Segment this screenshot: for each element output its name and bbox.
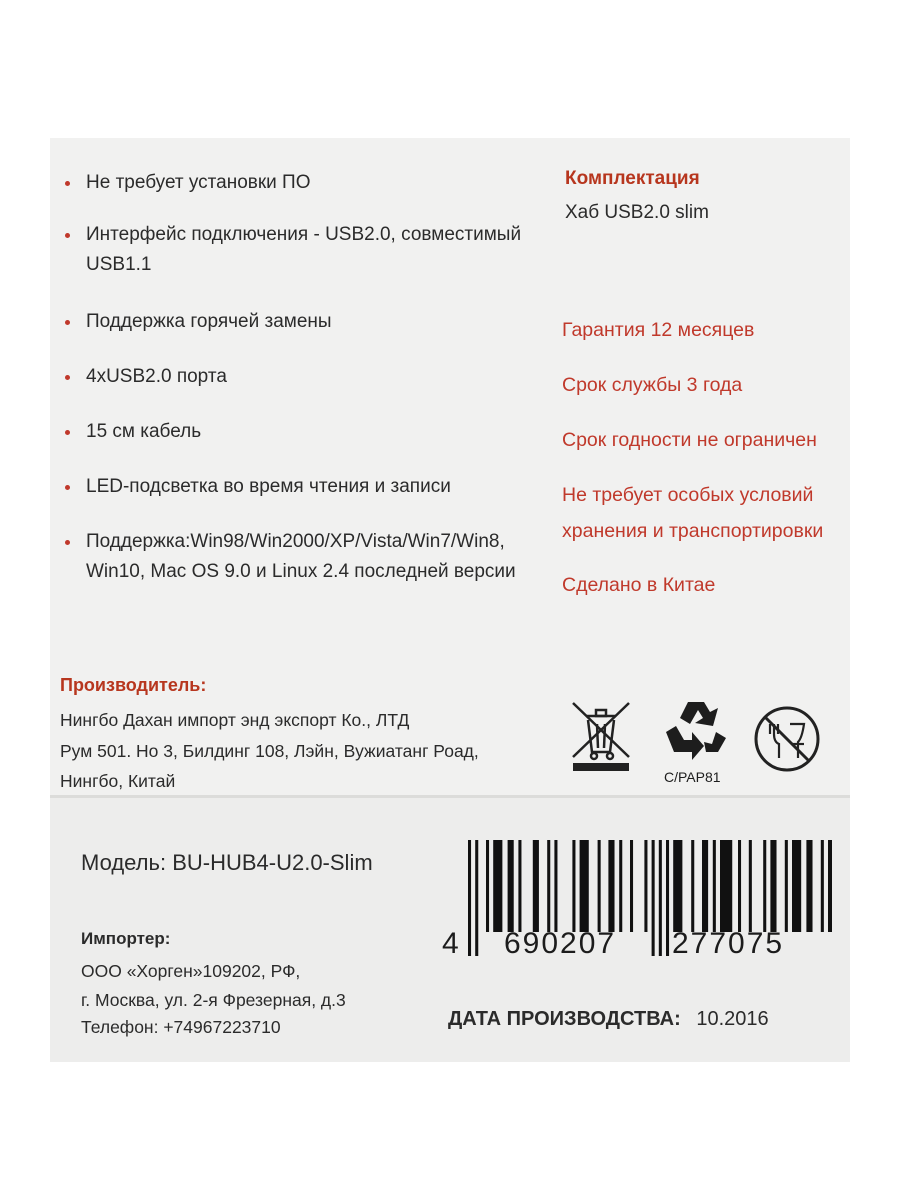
barcode-digits-right: 277075 [672, 927, 785, 960]
package-title: Комплектация [565, 168, 700, 189]
importer-title: Импортер: [81, 929, 171, 948]
manufacturer-line: Рум 501. Но 3, Билдинг 108, Лэйн, Вужиатанг Роад, [60, 741, 479, 761]
bullet-icon [65, 233, 70, 238]
production-date-value: 10.2016 [696, 1008, 769, 1030]
barcode-bar [666, 840, 669, 956]
storage-line-1: Не требует особых условий [562, 484, 814, 506]
bullet-icon [65, 375, 70, 380]
barcode-bar [580, 840, 589, 932]
barcode-bar [720, 840, 732, 932]
manufacturer-title: Производитель: [60, 675, 207, 695]
barcode-bar [475, 840, 478, 956]
product-label-card [50, 138, 850, 1062]
importer-line: Телефон: +74967223710 [81, 1017, 281, 1037]
barcode-bar [508, 840, 514, 932]
feature-item: Поддержка:Win98/Win2000/XP/Vista/Win7/Win8, Win10, Mac OS 9.0 и Linux 2.4 последней версии [62, 527, 552, 587]
service-life-line: Срок службы 3 года [562, 374, 743, 396]
barcode-bar [630, 840, 633, 932]
barcode-bar [518, 840, 521, 932]
barcode-bar [486, 840, 489, 932]
warranty-line: Гарантия 12 месяцев [562, 319, 755, 341]
feature-item: LED-подсветка во время чтения и записи [62, 472, 552, 502]
barcode-digits-left: 690207 [504, 927, 617, 960]
barcode-bar [806, 840, 812, 932]
barcode-bar [821, 840, 824, 932]
label-top-section [50, 138, 850, 798]
barcode-bar [713, 840, 716, 932]
barcode-bar [691, 840, 694, 932]
barcode-bar [619, 840, 622, 932]
recycle-icon [658, 698, 734, 764]
storage-line-2: хранения и транспортировки [562, 520, 824, 542]
barcode-bar [749, 840, 752, 932]
barcode-bar [468, 840, 471, 956]
feature-item: Не требует установки ПО [62, 168, 552, 198]
barcode-bar [608, 840, 614, 932]
feature-item: Поддержка горячей замены [62, 307, 552, 337]
barcode-digit-first: 4 [442, 927, 461, 960]
barcode-bar [644, 840, 647, 932]
barcode-bar [673, 840, 682, 932]
barcode-bar [770, 840, 776, 932]
manufacturer-line: Нингбо Дахан импорт энд экспорт Ко., ЛТД [60, 710, 410, 730]
bullet-icon [65, 320, 70, 325]
barcode [442, 838, 832, 960]
barcode-bar [652, 840, 655, 956]
production-date-label: ДАТА ПРОИЗВОДСТВА: [448, 1008, 681, 1030]
bullet-icon [65, 430, 70, 435]
barcode-bar [547, 840, 550, 932]
recycle-code-label: C/PAP81 [664, 769, 721, 785]
bullet-icon [65, 485, 70, 490]
bullet-icon [65, 540, 70, 545]
barcode-bar [572, 840, 575, 932]
feature-item: 4xUSB2.0 порта [62, 362, 552, 392]
production-date [448, 1008, 769, 1031]
barcode-bar [493, 840, 502, 932]
barcode-bar [598, 840, 601, 932]
manufacturer-line: Нингбо, Китай [60, 771, 176, 791]
bullet-icon [65, 181, 70, 186]
importer-line: ООО «Хорген»109202, РФ, [81, 961, 301, 981]
feature-item: 15 см кабель [62, 417, 552, 447]
barcode-bar [792, 840, 801, 932]
barcode-bar [785, 840, 788, 932]
feature-item: Интерфейс подключения - USB2.0, совместимый USB1.1 [62, 220, 552, 280]
barcode-bar [738, 840, 741, 932]
barcode-bar [828, 840, 832, 932]
barcode-bar [554, 840, 557, 932]
barcode-bar [763, 840, 766, 932]
barcode-bar [659, 840, 662, 956]
not-food-contact-icon [752, 704, 822, 774]
made-in-line: Сделано в Китае [562, 574, 716, 596]
barcode-bar [702, 840, 708, 932]
package-content: Хаб USB2.0 slim [565, 202, 709, 223]
barcode-bar [533, 840, 539, 932]
importer-line: г. Москва, ул. 2-я Фрезерная, д.3 [81, 990, 346, 1010]
shelf-life-line: Срок годности не ограничен [562, 429, 817, 451]
weee-bin-icon [568, 700, 634, 772]
model-line: Модель: BU-HUB4-U2.0-Slim [81, 850, 373, 875]
